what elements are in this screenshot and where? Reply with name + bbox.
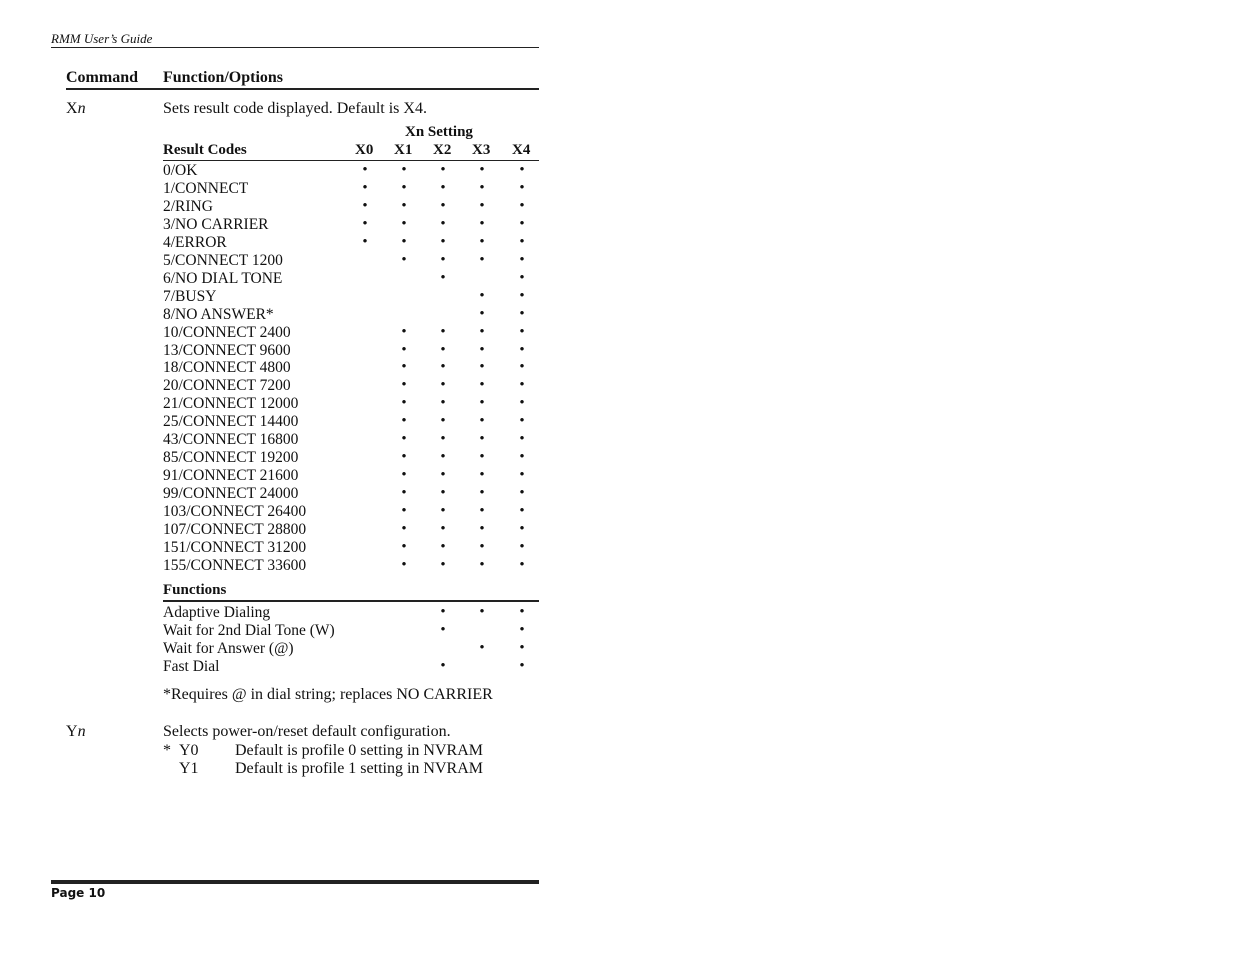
bullet-mark-x1: • <box>401 377 407 394</box>
xn-description: Sets result code displayed. Default is X4. <box>163 100 427 117</box>
result-code-row <box>163 539 539 557</box>
result-code-row <box>163 342 539 360</box>
column-heading-command: Command <box>66 69 139 86</box>
result-code-row-label: 99/CONNECT 24000 <box>163 485 299 503</box>
bullet-mark-x1: • <box>401 431 407 448</box>
bullet-mark-x4: • <box>519 622 525 638</box>
bullet-mark-x3: • <box>479 485 485 502</box>
bullet-mark-x3: • <box>479 233 485 250</box>
bullet-mark-x4: • <box>519 503 525 520</box>
bullet-mark-x2: • <box>440 413 446 430</box>
function-row-label: Wait for 2nd Dial Tone (W) <box>163 622 335 639</box>
bullet-mark-x4: • <box>519 233 525 250</box>
result-code-row <box>163 324 539 342</box>
header-rule <box>51 47 539 48</box>
function-row-label: Fast Dial <box>163 658 220 675</box>
setting-heading-x3: X3 <box>472 142 491 158</box>
result-code-row-label: 91/CONNECT 21600 <box>163 467 299 485</box>
yn-option-marker: * <box>163 742 171 759</box>
result-code-row-label: 85/CONNECT 19200 <box>163 449 299 467</box>
bullet-mark-x2: • <box>440 233 446 250</box>
bullet-mark-x2: • <box>440 359 446 376</box>
bullet-mark-x4: • <box>519 197 525 214</box>
bullet-mark-x4: • <box>519 538 525 555</box>
bullet-mark-x4: • <box>519 658 525 674</box>
bullet-mark-x2: • <box>440 323 446 340</box>
bullet-mark-x4: • <box>519 377 525 394</box>
bullet-mark-x2: • <box>440 377 446 394</box>
bullet-mark-x4: • <box>519 287 525 304</box>
page-number: Page 10 <box>51 886 106 900</box>
result-code-row-label: 20/CONNECT 7200 <box>163 377 291 395</box>
result-code-row <box>163 270 539 288</box>
command-xn: Xn <box>66 100 86 117</box>
yn-option-code: Y0 <box>179 742 199 759</box>
result-code-row-label: 3/NO CARRIER <box>163 215 269 233</box>
result-code-row-label: 43/CONNECT 16800 <box>163 431 299 449</box>
bullet-mark-x4: • <box>519 162 525 178</box>
bullet-mark-x3: • <box>479 162 485 178</box>
result-code-row <box>163 306 539 324</box>
bullet-mark-x3: • <box>479 556 485 573</box>
bullet-mark-x4: • <box>519 269 525 286</box>
result-code-row <box>163 431 539 449</box>
bullet-mark-x1: • <box>401 233 407 250</box>
result-code-row-label: 151/CONNECT 31200 <box>163 538 307 556</box>
bullet-mark-x3: • <box>479 341 485 358</box>
column-heading-function: Function/Options <box>163 69 284 86</box>
running-header: RMM User’s Guide <box>51 31 153 46</box>
result-code-row-label: 13/CONNECT 9600 <box>163 341 291 359</box>
bullet-mark-x1: • <box>401 162 407 178</box>
bullet-mark-x1: • <box>401 467 407 484</box>
result-code-row <box>163 503 539 521</box>
bullet-mark-x1: • <box>401 359 407 376</box>
bullet-mark-x1: • <box>401 179 407 196</box>
result-code-row-label: 7/BUSY <box>163 287 217 305</box>
bullet-mark-x0: • <box>362 233 368 250</box>
bullet-mark-x3: • <box>479 640 485 656</box>
bullet-mark-x4: • <box>519 305 525 322</box>
bullet-mark-x4: • <box>519 413 525 430</box>
bullet-mark-x1: • <box>401 215 407 232</box>
bullet-mark-x3: • <box>479 431 485 448</box>
bullet-mark-x4: • <box>519 395 525 412</box>
bullet-mark-x3: • <box>479 305 485 322</box>
result-code-row <box>163 216 539 234</box>
bullet-mark-x1: • <box>401 197 407 214</box>
setting-heading-x4: X4 <box>512 142 531 158</box>
footnote: *Requires @ in dial string; replaces NO CARRIER <box>163 686 493 703</box>
result-code-row <box>163 467 539 485</box>
bullet-mark-x1: • <box>401 323 407 340</box>
result-code-row <box>163 413 539 431</box>
bullet-mark-x4: • <box>519 556 525 573</box>
bullet-mark-x0: • <box>362 215 368 232</box>
bullet-mark-x0: • <box>362 179 368 196</box>
bullet-mark-x1: • <box>401 251 407 268</box>
bullet-mark-x4: • <box>519 640 525 656</box>
bullet-mark-x2: • <box>440 622 446 638</box>
result-code-row-label: 18/CONNECT 4800 <box>163 359 291 377</box>
function-row-label: Adaptive Dialing <box>163 604 271 621</box>
setting-heading-x2: X2 <box>433 142 452 158</box>
bullet-mark-x4: • <box>519 215 525 232</box>
bullet-mark-x3: • <box>479 413 485 430</box>
bullet-mark-x0: • <box>362 197 368 214</box>
bullet-mark-x1: • <box>401 521 407 537</box>
result-codes-rule <box>163 160 539 161</box>
command-yn: Yn <box>66 723 86 740</box>
bullet-mark-x3: • <box>479 287 485 304</box>
xn-setting-label: Xn Setting <box>405 124 473 140</box>
result-code-row <box>163 288 539 306</box>
bullet-mark-x3: • <box>479 323 485 340</box>
yn-option-text: Default is profile 0 setting in NVRAM <box>235 742 483 759</box>
bullet-mark-x4: • <box>519 341 525 358</box>
result-code-row <box>163 234 539 252</box>
bullet-mark-x0: • <box>362 162 368 178</box>
bullet-mark-x2: • <box>440 449 446 466</box>
result-code-row-label: 5/CONNECT 1200 <box>163 251 283 269</box>
result-code-row-label: 4/ERROR <box>163 233 227 251</box>
bullet-mark-x3: • <box>479 538 485 555</box>
functions-rule <box>163 600 539 602</box>
bullet-mark-x3: • <box>479 521 485 537</box>
bullet-mark-x2: • <box>440 269 446 286</box>
bullet-mark-x1: • <box>401 413 407 430</box>
bullet-mark-x4: • <box>519 449 525 466</box>
bullet-mark-x2: • <box>440 251 446 268</box>
result-code-row-label: 2/RING <box>163 197 213 215</box>
result-code-row-label: 155/CONNECT 33600 <box>163 556 307 574</box>
result-code-row <box>163 180 539 198</box>
bullet-mark-x2: • <box>440 162 446 178</box>
function-row <box>163 640 539 658</box>
result-code-row-label: 0/OK <box>163 162 198 179</box>
bullet-mark-x4: • <box>519 251 525 268</box>
bullet-mark-x1: • <box>401 538 407 555</box>
result-code-row-label: 103/CONNECT 26400 <box>163 503 307 521</box>
yn-option-code: Y1 <box>179 760 199 777</box>
bullet-mark-x2: • <box>440 215 446 232</box>
bullet-mark-x3: • <box>479 604 485 620</box>
result-code-row <box>163 198 539 216</box>
bullet-mark-x2: • <box>440 467 446 484</box>
result-code-row <box>163 395 539 413</box>
result-code-row-label: 107/CONNECT 28800 <box>163 521 307 538</box>
footer-rule <box>51 880 539 884</box>
bullet-mark-x3: • <box>479 395 485 412</box>
bullet-mark-x2: • <box>440 521 446 537</box>
bullet-mark-x4: • <box>519 323 525 340</box>
bullet-mark-x3: • <box>479 197 485 214</box>
bullet-mark-x4: • <box>519 467 525 484</box>
function-row <box>163 622 539 640</box>
bullet-mark-x2: • <box>440 395 446 412</box>
result-code-row <box>163 377 539 395</box>
bullet-mark-x3: • <box>479 503 485 520</box>
result-code-row-label: 8/NO ANSWER* <box>163 305 274 323</box>
bullet-mark-x2: • <box>440 658 446 674</box>
bullet-mark-x2: • <box>440 197 446 214</box>
functions-heading: Functions <box>163 582 227 598</box>
yn-description: Selects power-on/reset default configuration. <box>163 723 451 740</box>
column-heading-rule <box>66 88 539 90</box>
bullet-mark-x4: • <box>519 604 525 620</box>
bullet-mark-x3: • <box>479 215 485 232</box>
bullet-mark-x2: • <box>440 503 446 520</box>
bullet-mark-x3: • <box>479 377 485 394</box>
result-code-row <box>163 162 539 180</box>
result-code-row <box>163 449 539 467</box>
bullet-mark-x2: • <box>440 179 446 196</box>
bullet-mark-x2: • <box>440 538 446 555</box>
bullet-mark-x1: • <box>401 395 407 412</box>
bullet-mark-x2: • <box>440 431 446 448</box>
bullet-mark-x3: • <box>479 251 485 268</box>
bullet-mark-x4: • <box>519 485 525 502</box>
setting-heading-x0: X0 <box>355 142 374 158</box>
result-code-row <box>163 557 539 575</box>
result-code-row-label: 21/CONNECT 12000 <box>163 395 299 413</box>
result-code-row-label: 25/CONNECT 14400 <box>163 413 299 431</box>
bullet-mark-x3: • <box>479 359 485 376</box>
bullet-mark-x2: • <box>440 604 446 620</box>
result-code-row <box>163 252 539 270</box>
bullet-mark-x4: • <box>519 431 525 448</box>
setting-heading-x1: X1 <box>394 142 413 158</box>
bullet-mark-x1: • <box>401 503 407 520</box>
result-code-row-label: 1/CONNECT <box>163 179 249 197</box>
result-code-row <box>163 359 539 377</box>
bullet-mark-x1: • <box>401 485 407 502</box>
bullet-mark-x4: • <box>519 521 525 537</box>
result-code-row-label: 6/NO DIAL TONE <box>163 269 283 287</box>
bullet-mark-x1: • <box>401 449 407 466</box>
bullet-mark-x2: • <box>440 556 446 573</box>
bullet-mark-x1: • <box>401 556 407 573</box>
yn-option-text: Default is profile 1 setting in NVRAM <box>235 760 483 777</box>
bullet-mark-x2: • <box>440 485 446 502</box>
bullet-mark-x1: • <box>401 341 407 358</box>
result-code-row <box>163 521 539 539</box>
bullet-mark-x3: • <box>479 179 485 196</box>
result-code-row <box>163 485 539 503</box>
function-row <box>163 604 539 622</box>
result-codes-heading: Result Codes <box>163 142 247 158</box>
function-row <box>163 658 539 676</box>
bullet-mark-x4: • <box>519 359 525 376</box>
bullet-mark-x2: • <box>440 341 446 358</box>
bullet-mark-x4: • <box>519 179 525 196</box>
bullet-mark-x3: • <box>479 467 485 484</box>
result-code-row-label: 10/CONNECT 2400 <box>163 323 291 341</box>
bullet-mark-x3: • <box>479 449 485 466</box>
function-row-label: Wait for Answer (@) <box>163 640 294 657</box>
